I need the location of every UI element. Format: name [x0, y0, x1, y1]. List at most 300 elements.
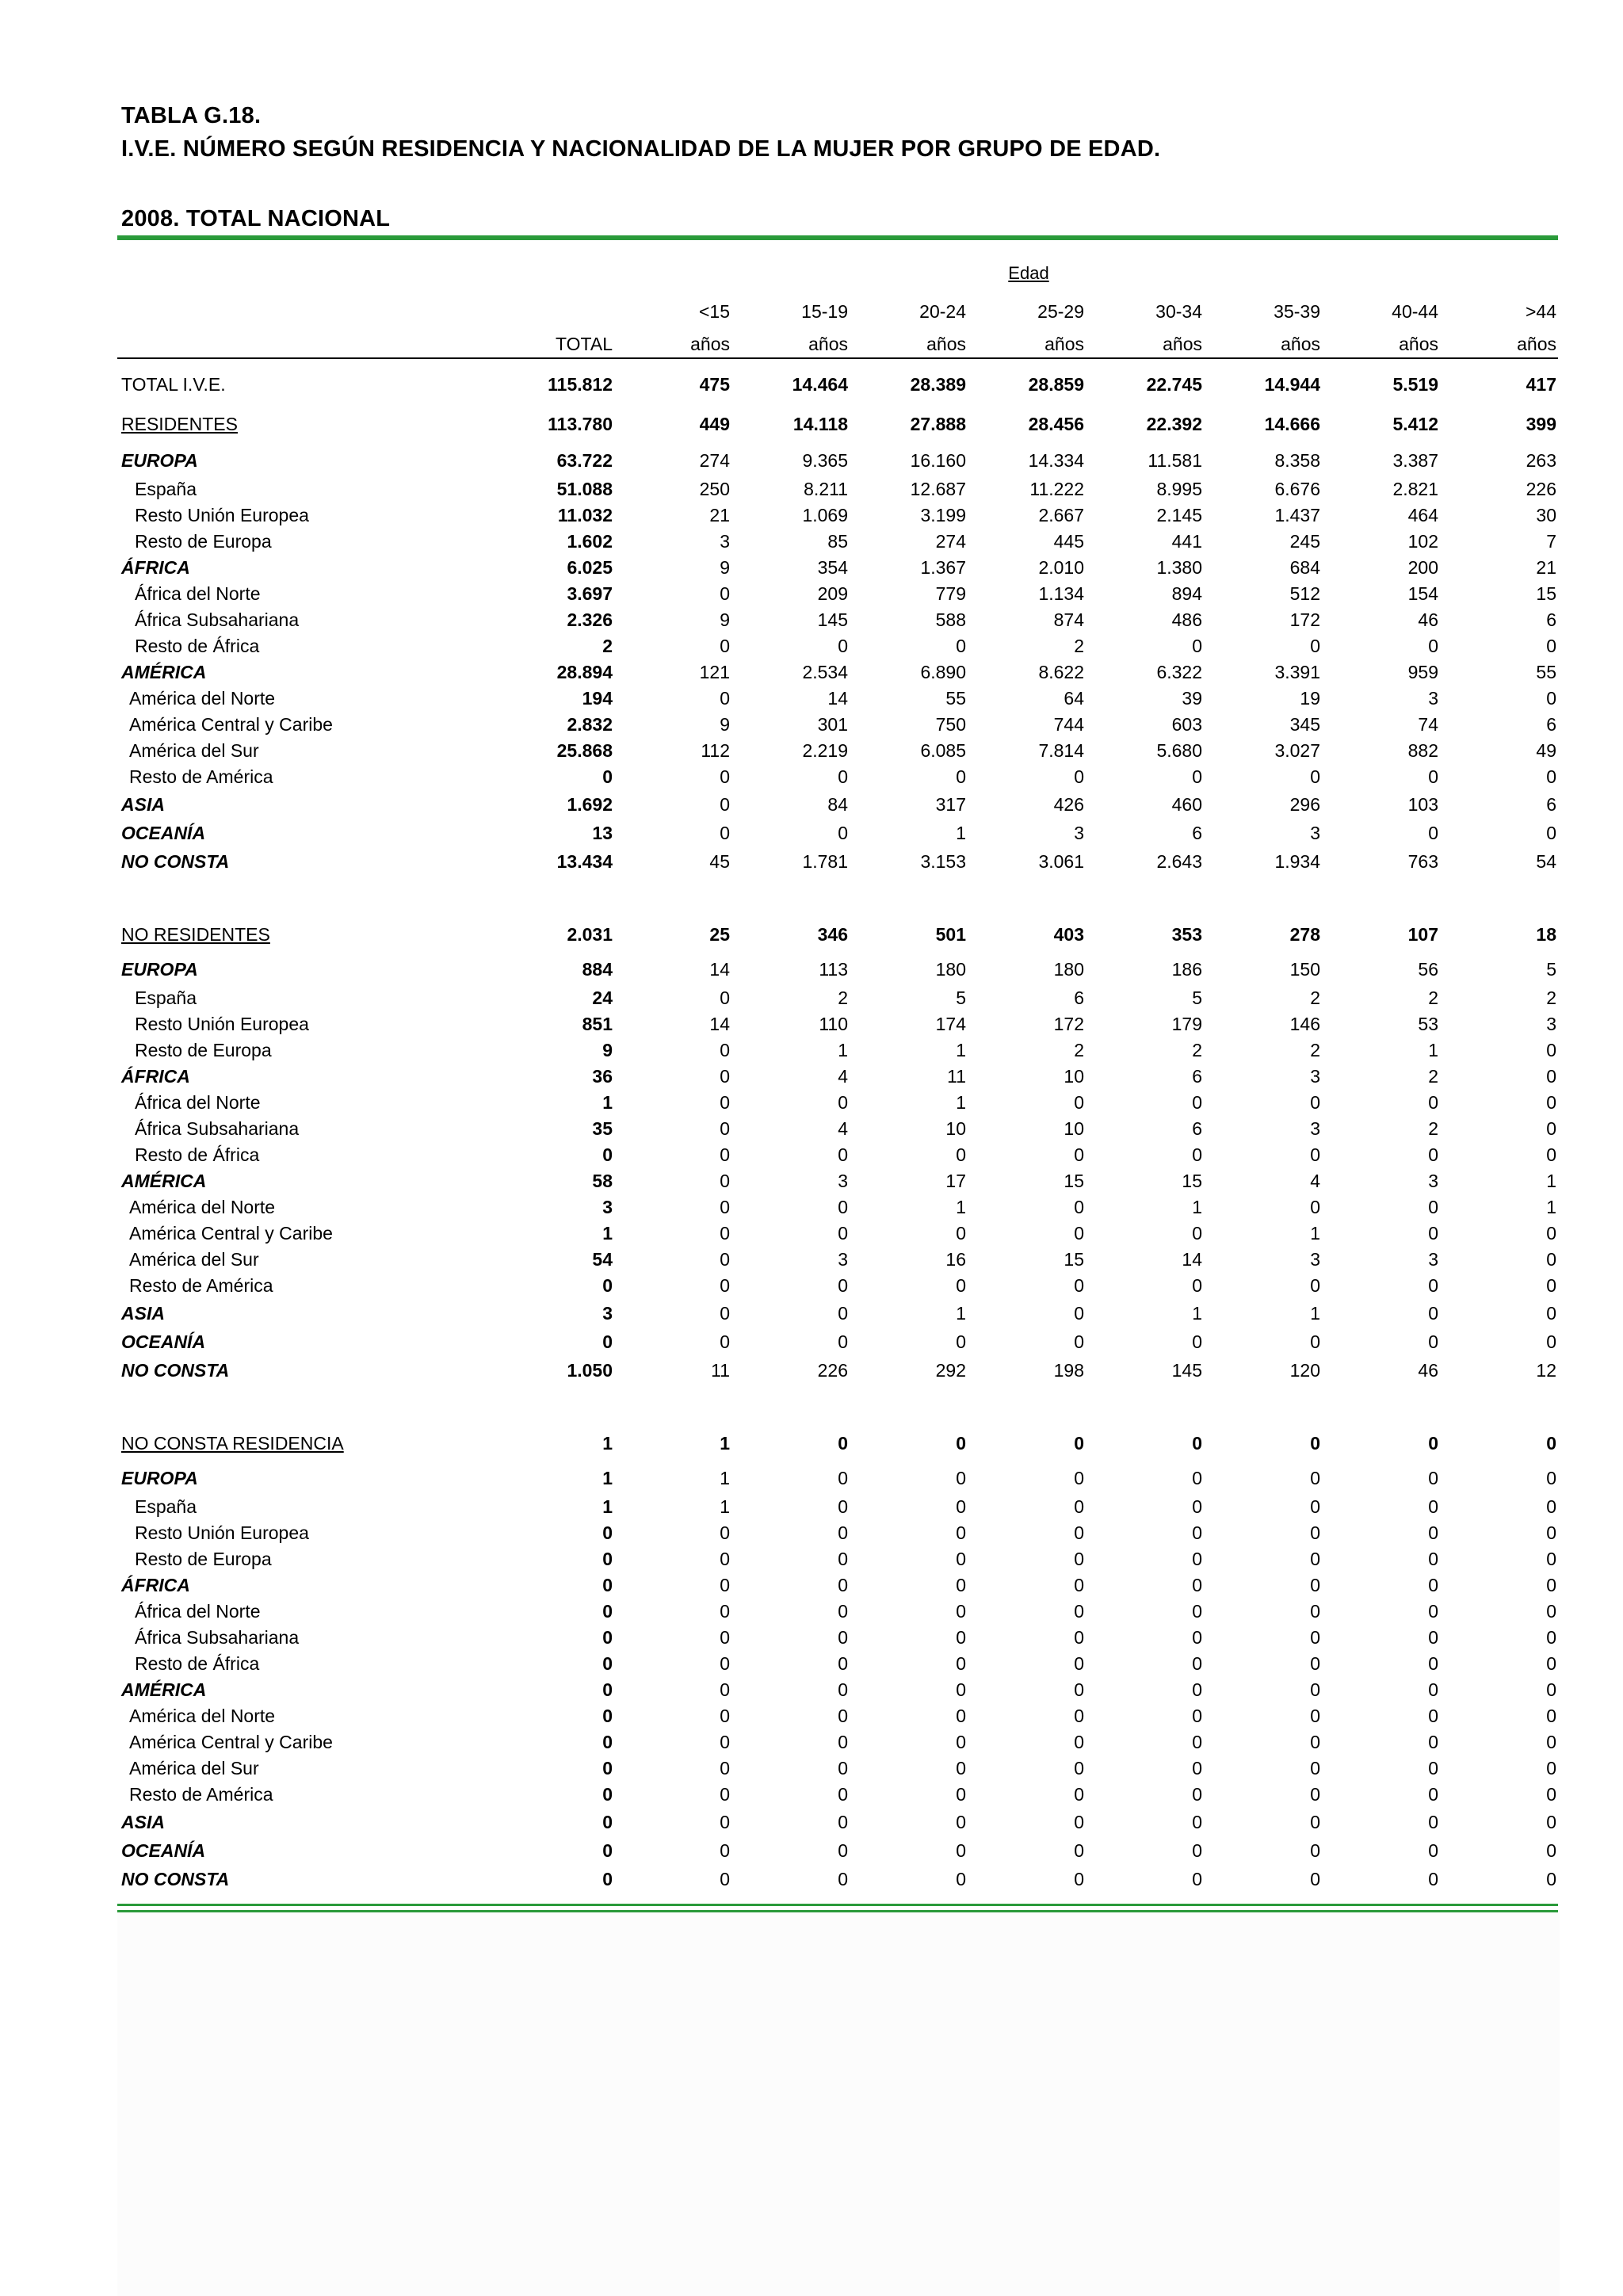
cell-value: 0: [1192, 1575, 1202, 1595]
row-total: 24: [592, 988, 613, 1008]
cell-value: 0: [1074, 1522, 1084, 1543]
cell-value: 403: [1053, 924, 1084, 945]
cell-value: 64: [1064, 688, 1084, 709]
cell-value: 0: [1546, 1066, 1556, 1087]
cell-value: 464: [1407, 505, 1438, 525]
cell-value: 180: [1053, 959, 1084, 980]
cell-value: 0: [1428, 1275, 1438, 1296]
table-row: [0, 1704, 1623, 1728]
cell-value: 120: [1289, 1360, 1320, 1381]
cell-value: 5: [956, 988, 966, 1008]
row-label: Resto de África: [135, 1144, 260, 1165]
cell-value: 274: [699, 450, 730, 471]
cell-value: 0: [1546, 1784, 1556, 1805]
table-row: [0, 412, 1623, 436]
table-row: [0, 1169, 1623, 1193]
cell-value: 0: [838, 1197, 848, 1217]
table-row: [0, 1521, 1623, 1545]
cell-value: 18: [1536, 924, 1556, 945]
cell-value: 6: [1546, 714, 1556, 735]
table-row: [0, 1012, 1623, 1036]
row-total: 0: [602, 1522, 613, 1543]
cell-value: 11.222: [1029, 479, 1084, 499]
cell-value: 0: [1428, 1732, 1438, 1752]
cell-value: 292: [935, 1360, 966, 1381]
cell-value: 0: [1546, 1275, 1556, 1296]
cell-value: 103: [1407, 794, 1438, 815]
cell-value: 3: [838, 1171, 848, 1191]
cell-value: 353: [1171, 924, 1202, 945]
cell-value: 16: [945, 1249, 966, 1270]
cell-value: 0: [1546, 1869, 1556, 1889]
cell-value: 17: [945, 1171, 966, 1191]
cell-value: 0: [956, 1144, 966, 1165]
cell-value: 11.581: [1148, 450, 1202, 471]
column-header-unit: años: [1044, 334, 1084, 354]
cell-value: 763: [1407, 851, 1438, 872]
cell-value: 102: [1407, 531, 1438, 552]
cell-value: 0: [1310, 1549, 1320, 1569]
cell-value: 7.814: [1038, 740, 1084, 761]
cell-value: 0: [720, 1197, 730, 1217]
cell-value: 55: [945, 688, 966, 709]
table-id: TABLA G.18.: [121, 103, 262, 128]
row-label: ASIA: [121, 794, 165, 815]
table-row: [0, 1143, 1623, 1167]
cell-value: 1: [956, 1092, 966, 1113]
cell-value: 3.153: [920, 851, 966, 872]
cell-value: 8.358: [1274, 450, 1320, 471]
row-total: 0: [602, 1679, 613, 1700]
cell-value: 0: [1074, 1784, 1084, 1805]
row-total: 0: [602, 1331, 613, 1352]
row-total: 1: [602, 1496, 613, 1517]
cell-value: 0: [1546, 1601, 1556, 1622]
cell-value: 0: [956, 1549, 966, 1569]
cell-value: 0: [838, 1812, 848, 1832]
row-total: 1: [602, 1092, 613, 1113]
cell-value: 0: [1074, 1468, 1084, 1488]
table-row: [0, 1782, 1623, 1806]
table-row: [0, 1247, 1623, 1271]
cell-value: 0: [720, 688, 730, 709]
row-label: EUROPA: [121, 959, 198, 980]
cell-value: 0: [838, 1331, 848, 1352]
table-row: [0, 556, 1623, 579]
cell-value: 0: [720, 636, 730, 656]
cell-value: 6: [1546, 794, 1556, 815]
table-row: [0, 660, 1623, 684]
cell-value: 107: [1407, 924, 1438, 945]
row-total: 115.812: [548, 374, 613, 395]
cell-value: 0: [1428, 1303, 1438, 1324]
cell-value: 0: [720, 1040, 730, 1060]
cell-value: 112: [701, 740, 730, 761]
cell-value: 0: [1074, 1679, 1084, 1700]
cell-value: 2.534: [802, 662, 848, 682]
table-row: [0, 1301, 1623, 1325]
table-row: [0, 793, 1623, 816]
row-total: 0: [602, 1627, 613, 1648]
cell-value: 2.643: [1156, 851, 1202, 872]
cell-value: 0: [956, 636, 966, 656]
cell-value: 6.322: [1156, 662, 1202, 682]
cell-value: 1: [1546, 1171, 1556, 1191]
cell-value: 3: [1074, 823, 1084, 843]
row-label: OCEANÍA: [121, 1331, 206, 1352]
cell-value: 2.145: [1156, 505, 1202, 525]
cell-value: 874: [1053, 609, 1084, 630]
table-row: [0, 1573, 1623, 1597]
cell-value: 6.890: [920, 662, 966, 682]
row-label: América del Norte: [129, 1197, 276, 1217]
row-label: TOTAL I.V.E.: [121, 374, 226, 395]
column-header-unit: años: [1399, 334, 1438, 354]
cell-value: 200: [1407, 557, 1438, 578]
cell-value: 274: [935, 531, 966, 552]
cell-value: 0: [720, 1066, 730, 1087]
cell-value: 0: [1546, 1433, 1556, 1454]
row-label: ÁFRICA: [121, 557, 190, 578]
cell-value: 0: [838, 1601, 848, 1622]
cell-value: 9.365: [802, 450, 848, 471]
row-total: 3: [602, 1303, 613, 1324]
table-row: [0, 1466, 1623, 1490]
row-label: España: [135, 479, 197, 499]
row-total: 3.697: [567, 583, 613, 604]
table-row: [0, 1599, 1623, 1623]
cell-value: 3: [720, 531, 730, 552]
row-total: 28.894: [556, 662, 613, 682]
cell-value: 14: [709, 959, 730, 980]
cell-value: 14.464: [792, 374, 848, 395]
cell-value: 145: [817, 609, 848, 630]
cell-value: 0: [1546, 1732, 1556, 1752]
cell-value: 0: [1074, 1575, 1084, 1595]
cell-value: 6.676: [1274, 479, 1320, 499]
row-label: ÁFRICA: [121, 1066, 190, 1087]
cell-value: 0: [1428, 1197, 1438, 1217]
cell-value: 0: [1428, 766, 1438, 787]
row-total: 0: [602, 1758, 613, 1778]
cell-value: 263: [1526, 450, 1556, 471]
table-row: [0, 1678, 1623, 1702]
cell-value: 0: [720, 1840, 730, 1861]
cell-value: 2: [1310, 988, 1320, 1008]
cell-value: 301: [817, 714, 848, 735]
cell-value: 0: [1310, 1869, 1320, 1889]
table-row: [0, 686, 1623, 710]
cell-value: 0: [720, 766, 730, 787]
column-header-unit: años: [926, 334, 966, 354]
row-label: NO CONSTA: [121, 1360, 230, 1381]
column-header-age-range: >44: [1525, 301, 1556, 322]
cell-value: 0: [1428, 1869, 1438, 1889]
cell-value: 250: [699, 479, 730, 499]
cell-value: 0: [1310, 1496, 1320, 1517]
cell-value: 28.456: [1028, 414, 1084, 434]
cell-value: 475: [699, 374, 730, 395]
cell-value: 0: [720, 1706, 730, 1726]
row-total: 1.050: [567, 1360, 613, 1381]
cell-value: 2: [838, 988, 848, 1008]
row-total: 13.434: [556, 851, 613, 872]
row-label: Resto de África: [135, 1653, 260, 1674]
row-label: Resto de Europa: [135, 1040, 272, 1060]
cell-value: 0: [1310, 1784, 1320, 1805]
cell-value: 0: [1074, 1144, 1084, 1165]
table-row: [0, 1117, 1623, 1140]
cell-value: 0: [956, 1433, 966, 1454]
cell-value: 0: [720, 1144, 730, 1165]
cell-value: 4: [838, 1118, 848, 1139]
row-label: EUROPA: [121, 450, 198, 471]
cell-value: 0: [956, 1679, 966, 1700]
cell-value: 0: [1310, 1653, 1320, 1674]
cell-value: 0: [1310, 1092, 1320, 1113]
cell-value: 0: [1074, 1092, 1084, 1113]
cell-value: 0: [720, 1092, 730, 1113]
cell-value: 14: [1182, 1249, 1202, 1270]
cell-value: 882: [1407, 740, 1438, 761]
cell-value: 2.821: [1392, 479, 1438, 499]
row-total: 1.692: [567, 794, 613, 815]
row-total: 2: [602, 636, 613, 656]
cell-value: 209: [817, 583, 848, 604]
cell-value: 744: [1053, 714, 1084, 735]
cell-value: 0: [956, 1522, 966, 1543]
cell-value: 198: [1053, 1360, 1084, 1381]
cell-value: 0: [1310, 1575, 1320, 1595]
cell-value: 6: [1192, 823, 1202, 843]
cell-value: 0: [1310, 1433, 1320, 1454]
table-row: [0, 1810, 1623, 1834]
cell-value: 0: [1546, 1549, 1556, 1569]
row-total: 0: [602, 1275, 613, 1296]
cell-value: 0: [1428, 1840, 1438, 1861]
row-label: África del Norte: [135, 1092, 261, 1113]
column-header-total: TOTAL: [556, 334, 613, 354]
row-label: América del Sur: [129, 740, 259, 761]
cell-value: 0: [1074, 1303, 1084, 1324]
row-label: África del Norte: [135, 1601, 261, 1622]
row-total: 13: [592, 823, 613, 843]
cell-value: 0: [720, 583, 730, 604]
row-label: NO CONSTA: [121, 1869, 230, 1889]
cell-value: 0: [1428, 1144, 1438, 1165]
cell-value: 0: [956, 1732, 966, 1752]
cell-value: 0: [956, 1223, 966, 1244]
table-row: [0, 1038, 1623, 1062]
cell-value: 0: [1192, 1627, 1202, 1648]
cell-value: 779: [935, 583, 966, 604]
cell-value: 0: [1428, 1575, 1438, 1595]
cell-value: 0: [720, 1784, 730, 1805]
cell-value: 1: [1192, 1303, 1202, 1324]
cell-value: 25: [709, 924, 730, 945]
cell-value: 15: [1536, 583, 1556, 604]
column-header-unit: años: [1281, 334, 1320, 354]
cell-value: 0: [1192, 1468, 1202, 1488]
cell-value: 180: [935, 959, 966, 980]
cell-value: 0: [1192, 1840, 1202, 1861]
cell-value: 14: [827, 688, 848, 709]
cell-value: 0: [838, 1549, 848, 1569]
cell-value: 0: [1074, 1812, 1084, 1832]
table-row: [0, 477, 1623, 501]
table-row: [0, 957, 1623, 981]
cell-value: 0: [1428, 1627, 1438, 1648]
cell-value: 0: [838, 766, 848, 787]
cell-value: 5.680: [1156, 740, 1202, 761]
cell-value: 1.069: [802, 505, 848, 525]
cell-value: 10: [1064, 1066, 1084, 1087]
table-row: [0, 765, 1623, 789]
cell-value: 1.934: [1274, 851, 1320, 872]
row-label: Resto de África: [135, 636, 260, 656]
table-row: [0, 1839, 1623, 1862]
row-total: 0: [602, 1784, 613, 1805]
cell-value: 1: [1310, 1223, 1320, 1244]
cell-value: 0: [720, 1549, 730, 1569]
cell-value: 426: [1053, 794, 1084, 815]
row-label: América Central y Caribe: [129, 1223, 333, 1244]
row-total: 0: [602, 1575, 613, 1595]
table-row: [0, 1330, 1623, 1354]
row-total: 51.088: [556, 479, 613, 499]
cell-value: 10: [1064, 1118, 1084, 1139]
cell-value: 0: [1074, 1275, 1084, 1296]
table-row: [0, 529, 1623, 553]
cell-value: 0: [1310, 1706, 1320, 1726]
cell-value: 0: [1546, 1653, 1556, 1674]
cell-value: 0: [720, 1601, 730, 1622]
table-row: [0, 449, 1623, 472]
cell-value: 186: [1171, 959, 1202, 980]
row-total: 1: [602, 1433, 613, 1454]
cell-value: 5: [1192, 988, 1202, 1008]
row-label: América del Norte: [129, 688, 276, 709]
cell-value: 0: [1428, 1653, 1438, 1674]
cell-value: 0: [1074, 1627, 1084, 1648]
cell-value: 0: [1310, 1812, 1320, 1832]
table-row: [0, 1091, 1623, 1114]
cell-value: 55: [1536, 662, 1556, 682]
cell-value: 0: [1192, 1331, 1202, 1352]
cell-value: 278: [1289, 924, 1320, 945]
cell-value: 296: [1289, 794, 1320, 815]
cell-value: 0: [1074, 1496, 1084, 1517]
row-label: América Central y Caribe: [129, 714, 333, 735]
cell-value: 0: [838, 636, 848, 656]
table-row: [0, 1626, 1623, 1649]
cell-value: 0: [1310, 1601, 1320, 1622]
cell-value: 0: [1310, 1331, 1320, 1352]
cell-value: 121: [699, 662, 730, 682]
cell-value: 0: [1428, 823, 1438, 843]
cell-value: 0: [1192, 1869, 1202, 1889]
cell-value: 0: [1546, 1840, 1556, 1861]
row-total: 36: [592, 1066, 613, 1087]
cell-value: 0: [720, 1869, 730, 1889]
cell-value: 0: [838, 1869, 848, 1889]
cell-value: 0: [1428, 1496, 1438, 1517]
cell-value: 6: [1192, 1118, 1202, 1139]
cell-value: 11: [711, 1360, 730, 1381]
cell-value: 0: [1310, 1679, 1320, 1700]
cell-value: 1: [838, 1040, 848, 1060]
cell-value: 2.667: [1038, 505, 1084, 525]
cell-value: 0: [720, 1575, 730, 1595]
cell-value: 0: [1074, 1433, 1084, 1454]
cell-value: 0: [956, 1468, 966, 1488]
cell-value: 0: [720, 1171, 730, 1191]
row-label: AMÉRICA: [121, 1171, 207, 1191]
cell-value: 0: [720, 1679, 730, 1700]
cell-value: 2: [1310, 1040, 1320, 1060]
cell-value: 0: [1310, 1758, 1320, 1778]
cell-value: 0: [1546, 823, 1556, 843]
cell-value: 1: [1546, 1197, 1556, 1217]
row-total: 0: [602, 1653, 613, 1674]
cell-value: 0: [1428, 1092, 1438, 1113]
cell-value: 12: [1536, 1360, 1556, 1381]
cell-value: 0: [1310, 1275, 1320, 1296]
row-label: América del Sur: [129, 1758, 259, 1778]
cell-value: 0: [956, 1653, 966, 1674]
cell-value: 0: [956, 1840, 966, 1861]
cell-value: 4: [1310, 1171, 1320, 1191]
cell-value: 113: [819, 959, 848, 980]
cell-value: 39: [1182, 688, 1202, 709]
cell-value: 0: [838, 1627, 848, 1648]
cell-value: 0: [1546, 636, 1556, 656]
cell-value: 21: [1536, 557, 1556, 578]
row-label: Resto de América: [129, 766, 273, 787]
cell-value: 0: [1310, 1732, 1320, 1752]
cell-value: 226: [1526, 479, 1556, 499]
cell-value: 0: [838, 823, 848, 843]
row-total: 3: [602, 1197, 613, 1217]
cell-value: 1: [1310, 1303, 1320, 1324]
table-row: [0, 1358, 1623, 1382]
cell-value: 2: [1074, 1040, 1084, 1060]
cell-value: 1: [956, 1303, 966, 1324]
cell-value: 0: [720, 1627, 730, 1648]
row-total: 1: [602, 1223, 613, 1244]
row-label: Resto Unión Europea: [135, 1014, 309, 1034]
row-total: 54: [592, 1249, 613, 1270]
cell-value: 0: [1074, 1758, 1084, 1778]
cell-value: 3.387: [1392, 450, 1438, 471]
cell-value: 46: [1418, 609, 1438, 630]
cell-value: 172: [1289, 609, 1320, 630]
cell-value: 56: [1418, 959, 1438, 980]
cell-value: 603: [1171, 714, 1202, 735]
table-row: [0, 986, 1623, 1010]
cell-value: 0: [838, 1303, 848, 1324]
cell-value: 22.392: [1146, 414, 1202, 434]
cell-value: 0: [1192, 1092, 1202, 1113]
cell-value: 0: [1428, 1433, 1438, 1454]
cell-value: 0: [1428, 1468, 1438, 1488]
cell-value: 0: [1074, 1653, 1084, 1674]
cell-value: 0: [956, 1496, 966, 1517]
cell-value: 0: [1546, 1118, 1556, 1139]
cell-value: 0: [1546, 766, 1556, 787]
cell-value: 0: [838, 1522, 848, 1543]
cell-value: 0: [1546, 1092, 1556, 1113]
